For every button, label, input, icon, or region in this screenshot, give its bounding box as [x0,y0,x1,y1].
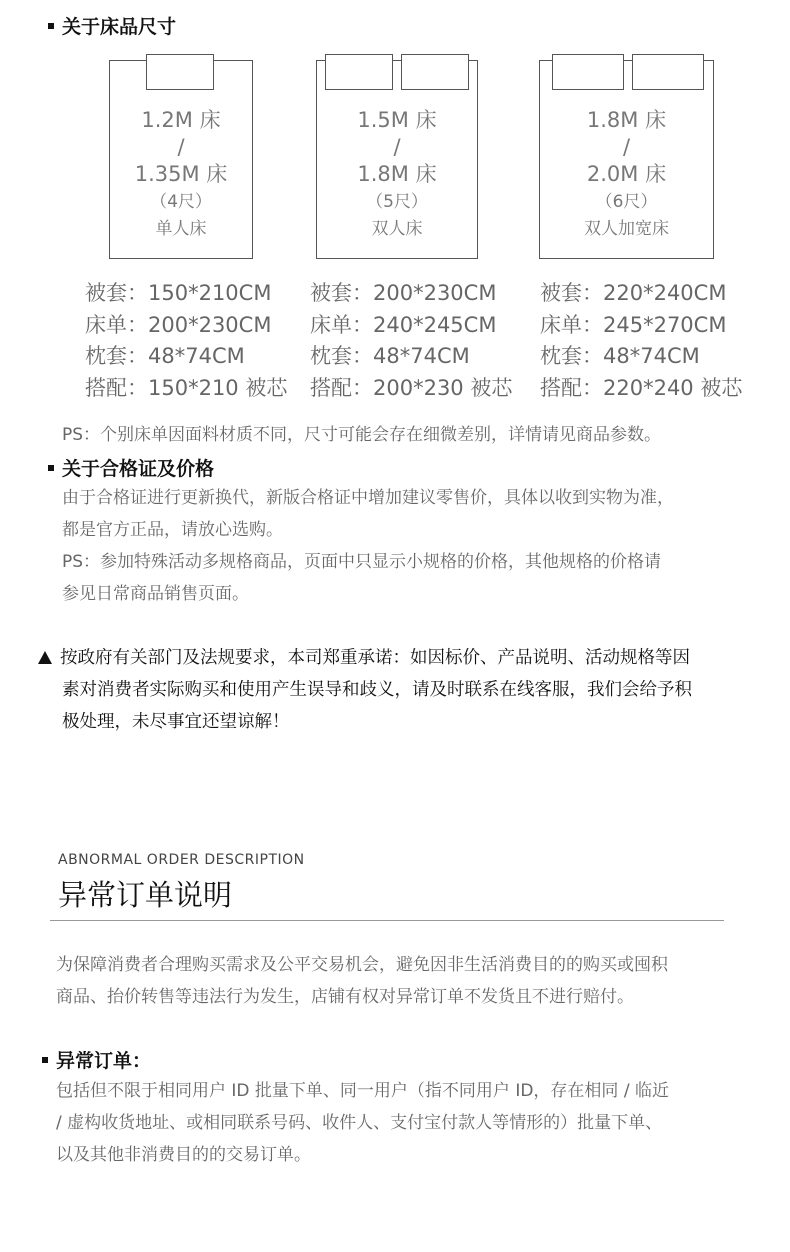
spec-sheet: 床单：245*270CM [540,312,727,337]
bed-feet: （5尺） [366,192,428,212]
bed-feet: （6尺） [595,192,658,212]
spec-match: 搭配：150*210 被芯 [85,375,288,400]
bed-diagram-single [109,60,253,259]
notice-line: 极处理，未尽事宜还望谅解！ [62,712,290,732]
section-title-certificate [48,454,214,481]
spec-duvet: 被套：150*210CM [85,281,272,305]
spec-list-king [540,278,742,404]
bed-size-line1: 1.2M 床 [141,108,221,132]
spec-sheet: 床单：200*230CM [85,312,272,337]
certificate-paragraph [62,482,674,610]
paragraph-line: / 虚构收货地址、或相同联系号码、收件人、支付宝付款人等情形的）批量下单、 [56,1113,663,1133]
bed-size-line1: 1.8M 床 [586,108,667,132]
abnormal-title: 异常订单说明 [58,878,233,912]
legal-notice [38,642,692,738]
section-title-text: 关于合格证及价格 [62,458,215,480]
bed-size-slash: / [622,135,631,159]
paragraph-line: 都是官方正品，请放心选购。 [62,520,283,540]
notice-line: 素对消费者实际购买和使用产生误导和歧义，请及时联系在线客服，我们会给予积 [62,680,692,700]
square-bullet-icon [48,23,54,29]
pillow-icon [632,54,704,90]
bed-size-line2: 1.8M 床 [357,162,437,186]
bed-size-line2: 1.35M 床 [134,162,228,186]
abnormal-intro [56,949,668,1013]
divider-line [50,920,724,921]
spec-duvet: 被套：220*240CM [540,281,727,305]
pillow-icon [146,54,214,90]
warning-triangle-icon [38,651,52,664]
section-title-text: 关于床品尺寸 [62,16,177,38]
bed-diagram-king [539,60,714,259]
bed-size-line2: 2.0M 床 [586,162,667,186]
notice-line: 按政府有关部门及法规要求，本司郑重承诺：如因标价、产品说明、活动规格等因 [60,648,690,668]
spec-pillowcase: 枕套：48*74CM [85,344,245,368]
section-title-text: 异常订单： [56,1050,152,1072]
spec-pillowcase: 枕套：48*74CM [310,344,470,368]
spec-match: 搭配：220*240 被芯 [540,375,743,400]
section-title-abnormal-orders [42,1046,151,1073]
pillow-icon [325,54,393,90]
bed-diagram-double [316,60,478,259]
bed-size-slash: / [177,135,185,159]
paragraph-line: 商品、抬价转售等违法行为发生，店铺有权对异常订单不发货且不进行赔付。 [56,987,634,1007]
section-title-bedding [48,12,176,39]
bed-size-slash: / [393,135,401,159]
abnormal-description [56,1075,669,1171]
bed-type: 双人床 [371,219,423,239]
pillow-icon [552,54,624,90]
bed-size-line1: 1.5M 床 [357,108,437,132]
bed-feet: （4尺） [150,192,212,212]
square-bullet-icon [42,1057,48,1063]
pillow-icon [401,54,469,90]
abnormal-subtitle-en: ABNORMAL ORDER DESCRIPTION [58,852,305,868]
bedding-ps-note: PS：个别床单因面料材质不同，尺寸可能会存在细微差别，详情请见商品参数。 [62,425,662,445]
paragraph-line: 包括但不限于相同用户 ID 批量下单、同一用户（指不同用户 ID，存在相同 / 临近 [56,1081,669,1101]
spec-pillowcase: 枕套：48*74CM [540,344,700,368]
paragraph-line: 由于合格证进行更新换代，新版合格证中增加建议零售价，具体以收到实物为准， [62,488,674,508]
paragraph-line: 以及其他非消费目的的交易订单。 [56,1145,311,1165]
spec-list-single [85,278,287,404]
paragraph-line: PS：参加特殊活动多规格商品，页面中只显示小规格的价格，其他规格的价格请 [62,552,662,572]
paragraph-line: 为保障消费者合理购买需求及公平交易机会，避免因非生活消费目的的购买或囤积 [56,955,668,975]
spec-duvet: 被套：200*230CM [310,281,497,305]
paragraph-line: 参见日常商品销售页面。 [62,584,249,604]
square-bullet-icon [48,465,54,471]
bed-type: 单人床 [155,219,207,239]
bed-type: 双人加宽床 [584,219,669,239]
spec-sheet: 床单：240*245CM [310,312,497,337]
spec-list-double [310,278,512,404]
spec-match: 搭配：200*230 被芯 [310,375,513,400]
